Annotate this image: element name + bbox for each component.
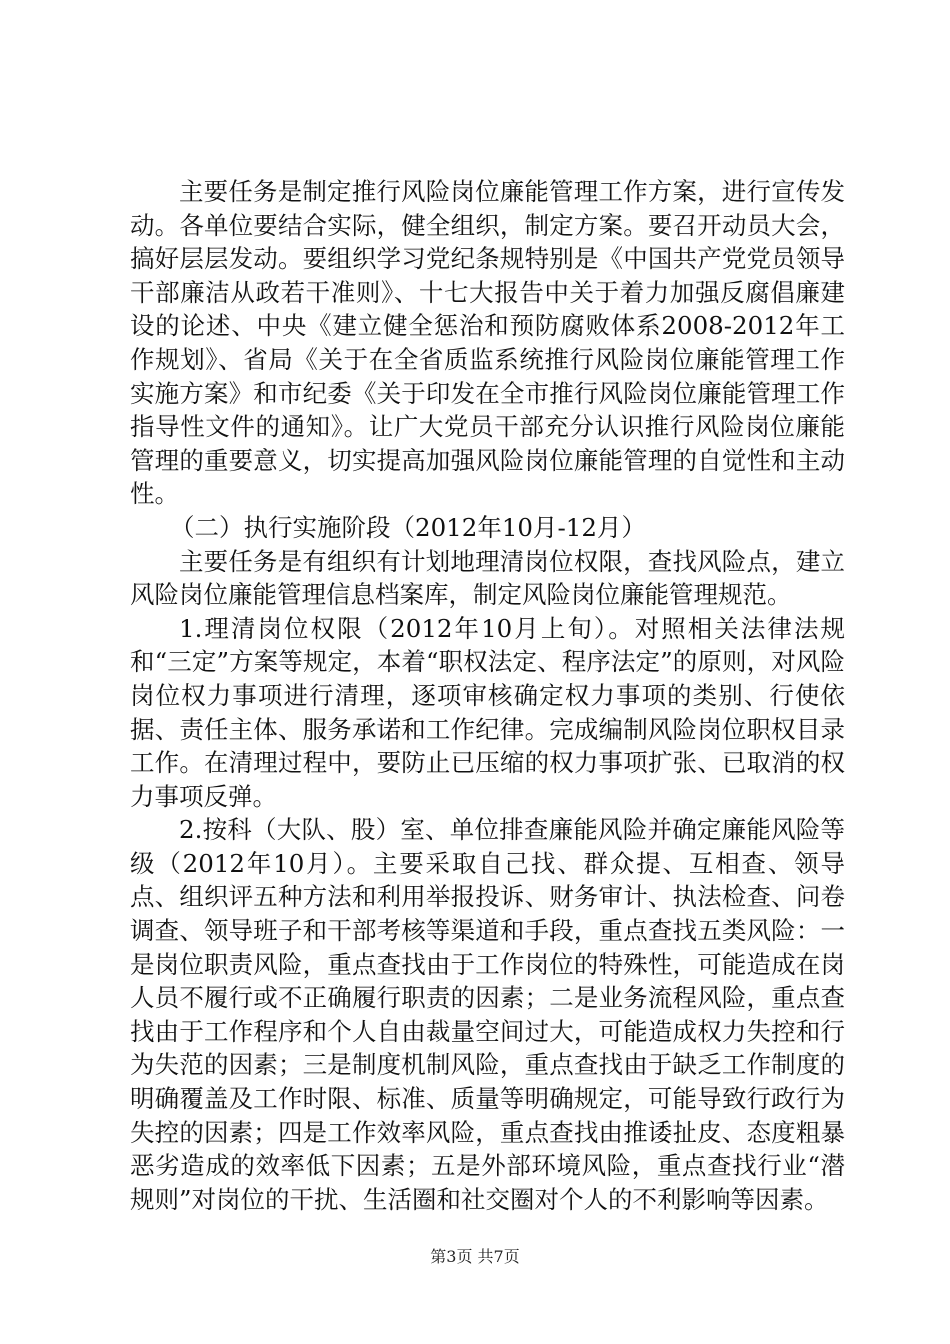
paragraph-execution-task: 主要任务是有组织有计划地理清岗位权限，查找风险点，建立风险岗位廉能管理信息档案库，制定风险岗位廉能管理规范。 (130, 546, 845, 610)
paragraph-propaganda-task: 主要任务是制定推行风险岗位廉能管理工作方案，进行宣传发动。各单位要结合实际，健全组织，制定方案。要召开动员大会，搞好层层发动。要组织学习党纪条规特别是《中国共产党党员领导干部廉洁从政若干准则》、十七大报告中关于着力加强反腐倡廉建设的论述、中央《建立健全惩治和预防腐败体系2008-2012年工作规划》、省局《关于在全省质监系统推行风险岗位廉能管理工作实施方案》和市纪委《关于印发在全市推行风险岗位廉能管理工作指导性文件的通知》。让广大党员干部充分认识推行风险岗位廉能管理的重要意义，切实提高加强风险岗位廉能管理的自觉性和主动性。 (130, 177, 845, 509)
section-heading-execution-phase: （二）执行实施阶段（2012年10月-12月） (170, 512, 646, 542)
paragraph-clarify-post-authority: 1.理清岗位权限（2012年10月上旬）。对照相关法律法规和“三定”方案等规定，本着“职权法定、程序法定”的原则，对风险岗位权力事项进行清理，逐项审核确定权力事项的类别、行使依据、责任主体、服务承诺和工作纪律。完成编制风险岗位职权目录工作。在清理过程中，要防止已压缩的权力事项扩张、已取消的权力事项反弹。 (130, 613, 845, 811)
page-footer: 第3页 共7页 (430, 1247, 520, 1266)
document-body (130, 175, 845, 1216)
paragraph-risk-investigation: 2.按科（大队、股）室、单位排查廉能风险并确定廉能风险等级（2012年10月）。主要采取自己找、群众提、互相查、领导点、组织评五种方法和利用举报投诉、财务审计、执法检查、问卷调查、领导班子和干部考核等渠道和手段，重点查找五类风险：一是岗位职责风险，重点查找由于工作岗位的特殊性，可能造成在岗人员不履行或不正确履行职责的因素；二是业务流程风险，重点查找由于工作程序和个人自由裁量空间过大，可能造成权力失控和行为失范的因素；三是制度机制风险，重点查找由于缺乏工作制度的明确覆盖及工作时限、标准、质量等明确规定，可能导致行政行为失控的因素；四是工作效率风险，重点查找由推诿扯皮、态度粗暴恶劣造成的效率低下因素；五是外部环境风险，重点查找行业“潜规则”对岗位的干扰、生活圈和社交圈对个人的不利影响等因素。 (130, 815, 845, 1214)
